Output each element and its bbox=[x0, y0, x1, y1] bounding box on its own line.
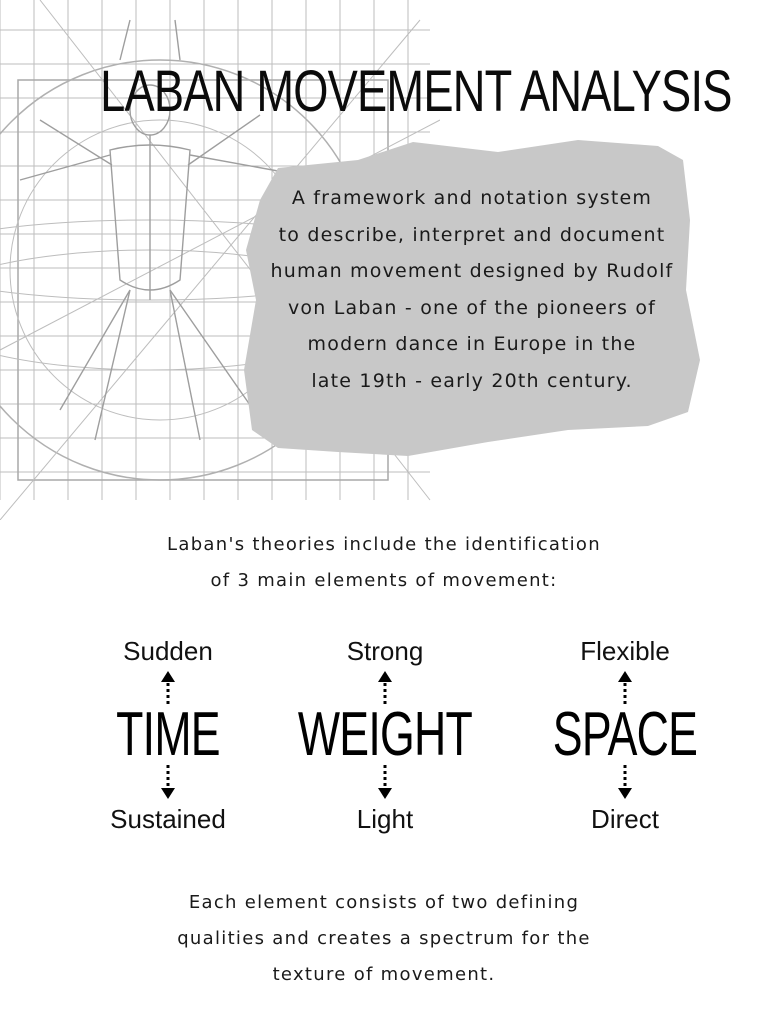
arrow-down-icon bbox=[160, 764, 176, 800]
element-name-weight: WEIGHT bbox=[297, 700, 473, 769]
quality-strong: Strong bbox=[346, 636, 424, 666]
quality-light: Light bbox=[356, 804, 414, 834]
lead-line: of 3 main elements of movement: bbox=[210, 570, 558, 591]
intro-line: human movement designed by Rudolf bbox=[270, 260, 674, 282]
element-time bbox=[48, 630, 288, 850]
element-name-space: SPACE bbox=[552, 700, 698, 769]
quality-direct: Direct bbox=[591, 804, 659, 834]
outro-line: texture of movement. bbox=[272, 964, 496, 985]
arrow-down-icon bbox=[377, 764, 393, 800]
quality-flexible: Flexible bbox=[580, 636, 670, 666]
quality-sudden: Sudden bbox=[123, 636, 213, 666]
intro-paragraph bbox=[262, 180, 682, 399]
intro-line: A framework and notation system bbox=[291, 187, 653, 209]
intro-line: late 19th - early 20th century. bbox=[311, 369, 633, 392]
outro-line: qualities and creates a spectrum for the bbox=[177, 928, 591, 949]
intro-line: modern dance in Europe in the bbox=[307, 333, 637, 355]
lead-line: Laban's theories include the identification bbox=[167, 534, 601, 555]
intro-line: to describe, interpret and document bbox=[278, 223, 666, 246]
element-name-time: TIME bbox=[116, 700, 220, 769]
intro-line: von Laban - one of the pioneers of bbox=[287, 296, 657, 319]
quality-sustained: Sustained bbox=[110, 804, 226, 834]
arrow-down-icon bbox=[617, 764, 633, 800]
outro-line: Each element consists of two defining bbox=[188, 892, 580, 913]
page-title: LABAN MOVEMENT ANALYSIS bbox=[100, 59, 732, 124]
outro-paragraph bbox=[84, 885, 684, 993]
element-weight bbox=[265, 630, 505, 850]
element-space bbox=[505, 630, 745, 850]
lead-paragraph bbox=[84, 527, 684, 599]
